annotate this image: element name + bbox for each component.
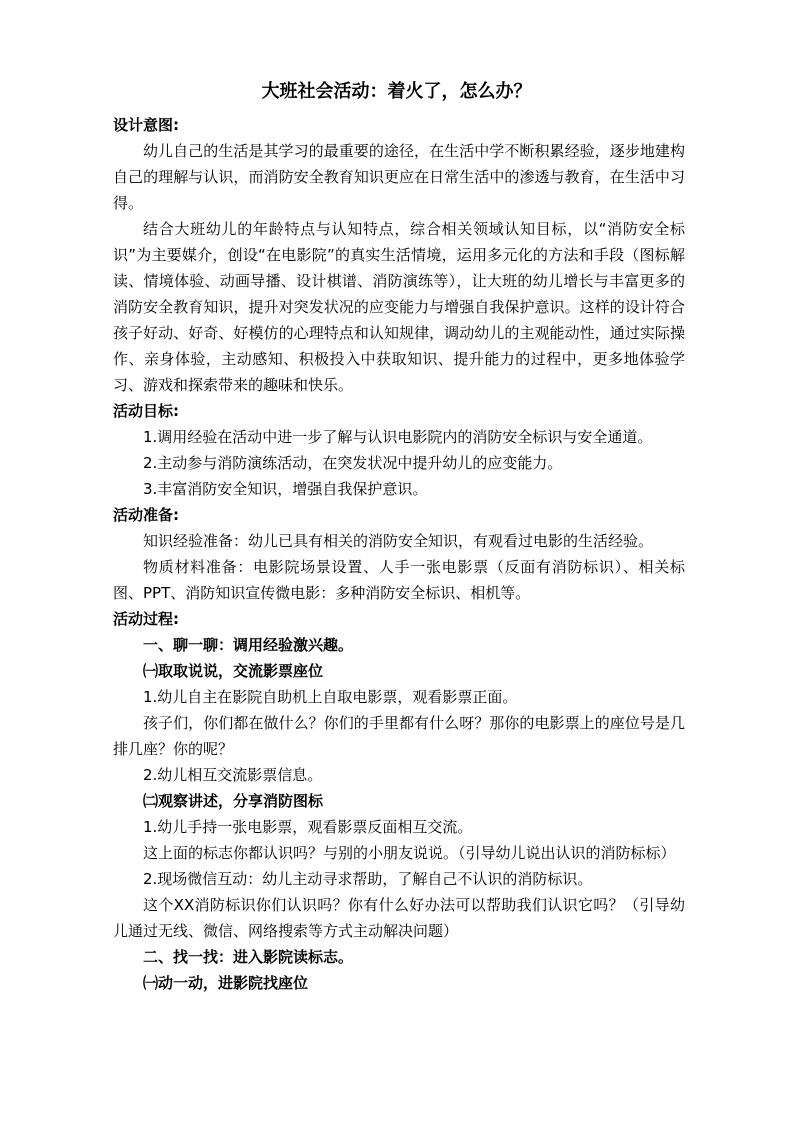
section-heading-goals: 活动目标: (113, 402, 179, 420)
paragraph: 1.幼儿自主在影院自助机上自取电影票，观看影票正面。 (143, 688, 518, 706)
section-heading-process: 活动过程: (113, 610, 179, 628)
sub-step-heading: ㈠取取说说，交流影票座位 (143, 662, 324, 680)
paragraph: 1.幼儿手持一张电影票，观看影票反面相互交流。 (143, 818, 473, 836)
paragraph: 2.现场微信互动：幼儿主动寻求帮助，了解自己不认识的消防标识。 (143, 870, 593, 888)
paragraph: 孩子们，你们都在做什么？你们的手里都有什么呀？那你的电影票上的座位号是几排几座？你的呢？ (113, 714, 685, 758)
sub-step-heading: ㈠动一动，进影院找座位 (143, 974, 309, 992)
document-body (113, 112, 685, 996)
paragraph: 知识经验准备：幼儿已具有相关的消防安全知识，有观看过电影的生活经验。 (143, 532, 654, 550)
paragraph: 这个XX消防标识你们认识吗？你有什么好办法可以帮助我们认识它吗？（引导幼儿通过无线、微信、网络搜索等方式主动解决问题） (113, 896, 685, 940)
goal-item: 3.丰富消防安全知识，增强自我保护意识。 (143, 480, 428, 498)
paragraph: 幼儿自己的生活是其学习的最重要的途径，在生活中学不断积累经验，逐步地建构自己的理解与认识，而消防安全教育知识更应在日常生活中的渗透与教育，在生活中习得。 (113, 142, 685, 212)
paragraph: 结合大班幼儿的年龄特点与认知特点，综合相关领域认知目标，以“消防安全标识”为主要媒介，创设“在电影院”的真实生活情境，运用多元化的方法和手段（图标解读、情境体验、动画导播、设计棋谱、消防演练等），让大班的幼儿增长与丰富更多的消防安全教育知识，提升对突发状况的应变能力与增强自我保护意识。这样的设计符合孩子好动、好奇、好模仿的心理特点和认知规律，调动幼儿的主观能动性，通过实际操作、亲身体验，主动感知、积极投入中获取知识、提升能力的过程中，更多地体验学习、游戏和探索带来的趣味和快乐。 (113, 220, 685, 394)
goal-item: 1.调用经验在活动中进一步了解与认识电影院内的消防安全标识与安全通道。 (143, 428, 653, 446)
section-heading-preparation: 活动准备: (113, 506, 179, 524)
document-title: 大班社会活动：着火了，怎么办？ (261, 81, 532, 102)
goal-item: 2.主动参与消防演练活动，在突发状况中提升幼儿的应变能力。 (143, 454, 563, 472)
paragraph: 物质材料准备：电影院场景设置、人手一张电影票（反面有消防标识）、相关标图、PPT、消防知识宣传微电影：多种消防安全标识、相机等。 (113, 558, 685, 602)
step-heading: 二、找一找：进入影院读标志。 (143, 948, 354, 966)
paragraph: 这上面的标志你都认识吗？与别的小朋友说说。（引导幼儿说出认识的消防标标） (143, 844, 676, 862)
section-heading-intent: 设计意图: (113, 116, 179, 134)
step-heading: 一、聊一聊：调用经验激兴趣。 (143, 636, 354, 654)
sub-step-heading: ㈡观察讲述，分享消防图标 (143, 792, 324, 810)
paragraph: 2.幼儿相互交流影票信息。 (143, 766, 323, 784)
